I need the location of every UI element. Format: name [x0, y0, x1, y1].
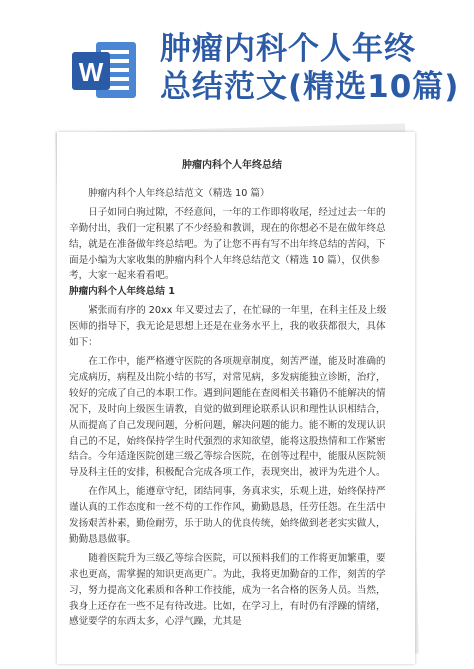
document-subtitle: 肿瘤内科个人年终总结范文（精选 10 篇）	[88, 187, 270, 199]
intro-paragraph: 日子如同白驹过隙，不经意间，一年的工作即将收尾，经过过去一年的辛勤付出，我们一定积累了不少经验和教训，现在的你想必不是在做年终总结，就是在准备做年终总结吧。为了让您不再有写不出年终总结的苦闷，下面是小编为大家收集的肿瘤内科个人年终总结范文（精选 10 篇），仅供参考，大家一起来看看吧。	[69, 206, 386, 282]
body-paragraph: 紧张而有序的 20xx 年又要过去了，在忙碌的一年里，在科主任及上级医师的指导下，我无论是思想上还是在业务水平上，我的收获都很大，具体如下：	[69, 305, 387, 349]
word-icon-letter: W	[78, 57, 104, 87]
body-paragraph: 在工作中，能严格遵守医院的各项规章制度，刻苦严谨，能及时准确的完成病历，病程及出院小结的书写，对常见病，多发病能独立诊断，治疗，较好的完成了自己的本职工作。遇到问题能在查阅相关书籍仍不能解决的情况下，及时向上级医生请教，自觉的做到理论联系认识和理性认识相结合，从而提高了自己发现问题，分析问题，解决问题的能力。能不断的发现认识自己的不足，始终保持学生时代强烈的求知欲望，能将这股热情和工作紧密结合。今年适逢医院创建三级乙等综合医院，在创等过程中，能服从医院领导及科主任的安排，积极配合完成各项工作，表现突出，被评为先进个人。	[69, 355, 386, 479]
page-header	[0, 0, 474, 120]
body-paragraph: 在作风上，能遵章守纪，团结同事，务真求实，乐观上进，始终保持严谨认真的工作态度和一丝不苟的工作作风，勤勤恳恳，任劳任怨。在生活中发扬艰苦朴素，勤俭耐劳，乐于助人的优良传统，始终做到老老实实做人，勤勤恳恳做事。	[69, 486, 386, 545]
title-line-2: 总结范文(精选10篇)	[160, 69, 460, 105]
document-title: 肿瘤内科个人年终总结	[182, 160, 282, 171]
section-heading: 肿瘤内科个人年终总结 1	[69, 286, 175, 298]
document-page	[57, 132, 415, 664]
title-line-1: 肿瘤内科个人年终	[160, 31, 416, 67]
body-paragraph: 随着医院升为三级乙等综合医院，可以预料我们的工作将更加繁重，要求也更高，需掌握的知识更高更广。为此，我将更加勤奋的工作，刻苦的学习，努力提高文化素质和各种工作技能，成为一名合格的医务人员。当然，我身上还存在一些不足有待改进。比如，在学习上，有时仍有浮躁的情绪，感觉要学的东西太多，心浮气躁，尤其是	[69, 552, 386, 628]
page-title	[160, 30, 460, 106]
document-body	[69, 158, 395, 630]
word-doc-icon	[70, 36, 138, 104]
